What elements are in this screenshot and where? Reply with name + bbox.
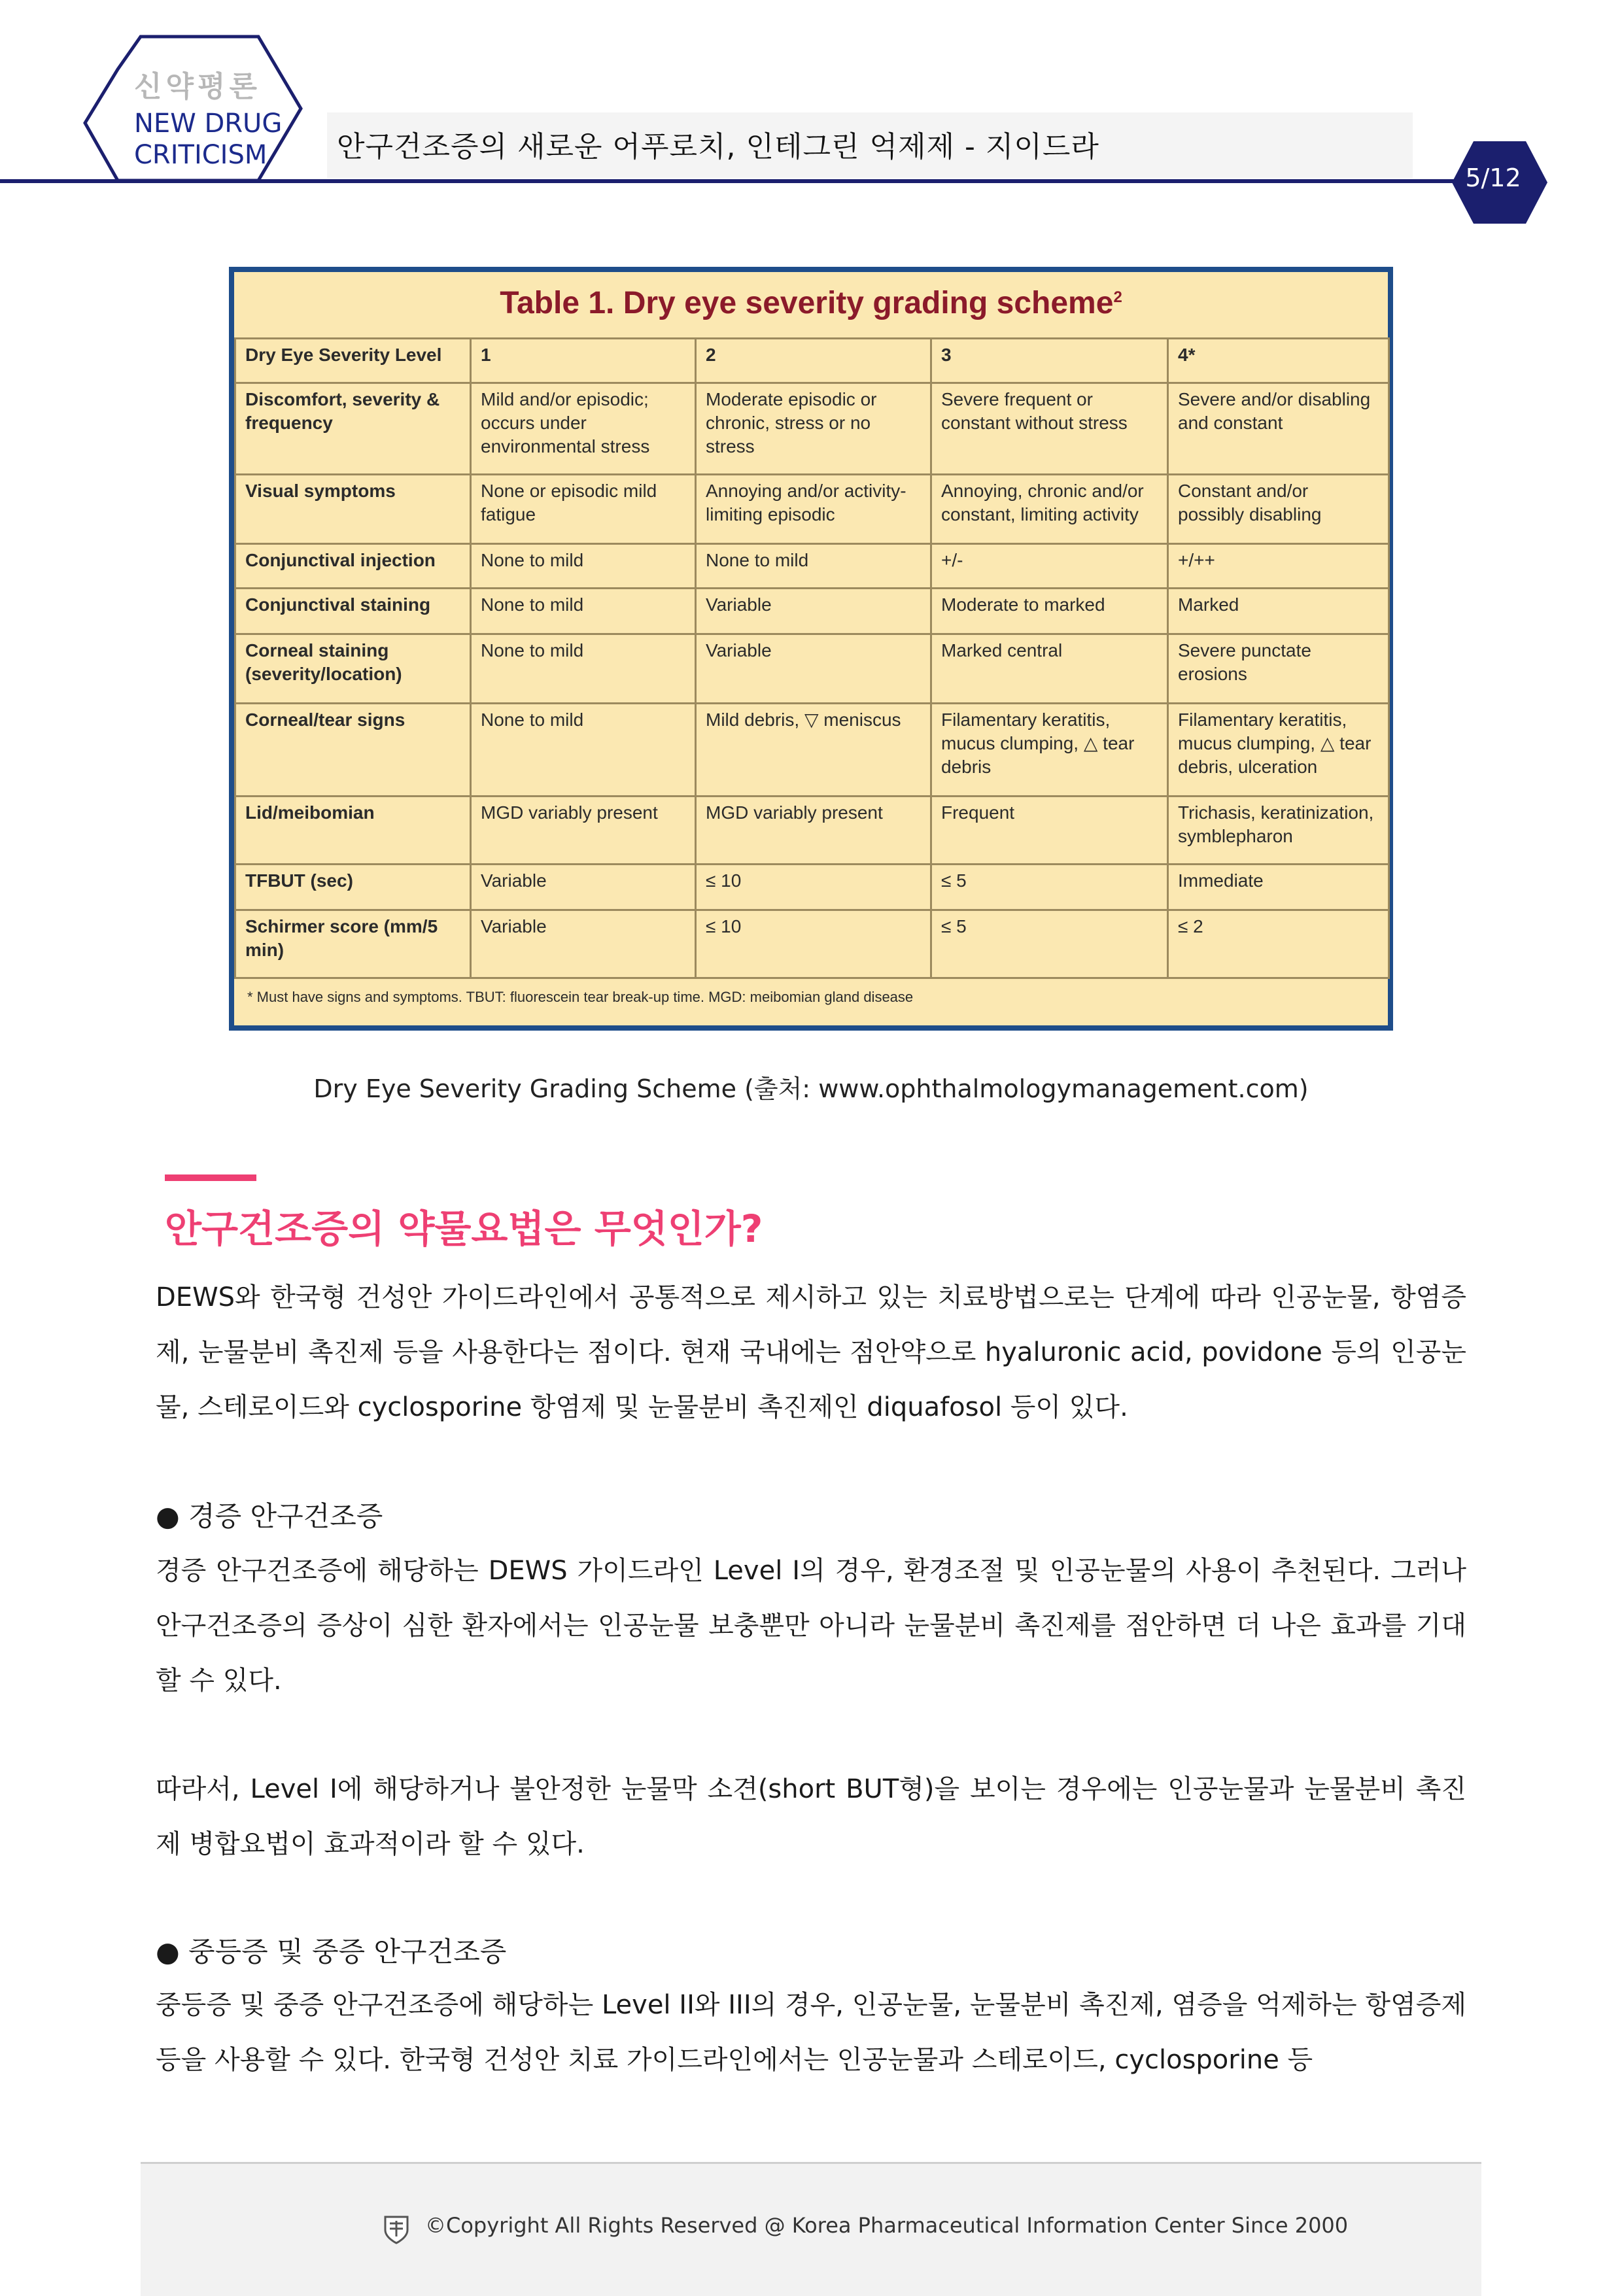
table-row xyxy=(235,704,1389,797)
table-row xyxy=(235,634,1389,704)
table-header-cell: Dry Eye Severity Level xyxy=(235,339,471,383)
table-cell: Severe frequent or constant without stress xyxy=(931,383,1168,475)
table-cell: Moderate to marked xyxy=(931,589,1168,634)
table-cell: Moderate episodic or chronic, stress or no stress xyxy=(696,383,931,475)
row-label: TFBUT (sec) xyxy=(235,865,471,910)
section-heading: 안구건조증의 약물요법은 무엇인가? xyxy=(165,1207,763,1251)
table-cell: Frequent xyxy=(931,797,1168,865)
table-header-cell: 2 xyxy=(696,339,931,383)
table-footnote: * Must have signs and symptoms. TBUT: fluorescein tear break-up time. MGD: meibomian gland disease xyxy=(247,989,914,1005)
page-title: 안구건조증의 새로운 어푸로치, 인테그린 억제제 - 지이드라 xyxy=(337,130,1099,163)
row-label: Discomfort, severity & frequency xyxy=(235,383,471,475)
table-title: Table 1. Dry eye severity grading scheme$^2$ xyxy=(500,286,1122,320)
table-cell: ≤ 2 xyxy=(1168,910,1389,978)
logo-korean: 신약평론 xyxy=(134,70,262,103)
table-cell: Immediate xyxy=(1168,865,1389,910)
table-cell: Severe punctate erosions xyxy=(1168,634,1389,704)
row-label: Lid/meibomian xyxy=(235,797,471,865)
paragraph-moderate: 중등증 및 중증 안구건조증에 해당하는 Level II와 III의 경우, 인공눈물, 눈물분비 촉진제, 염증을 억제하는 항염증제 등을 사용할 수 있다. 한국형 건성안 치료 가이드라인에서는 인공눈물과 스테로이드, cyclosporine 등 xyxy=(156,1990,1466,2075)
table-cell: Annoying and/or activity-limiting episodic xyxy=(696,475,931,544)
page-number: 5/12 xyxy=(1465,163,1521,192)
row-label: Conjunctival injection xyxy=(235,544,471,589)
table-cell: ≤ 5 xyxy=(931,865,1168,910)
logo-english: NEW DRUG CRITICISM xyxy=(134,109,283,170)
paragraph-intro: DEWS와 한국형 건성안 가이드라인에서 공통적으로 제시하고 있는 치료방법으로는 단계에 따라 인공눈물, 항염증제, 눈물분비 촉진제 등을 사용한다는 점이다. 현재 국내에는 점안약으로 hyaluronic acid, povidone 등의 인공눈물, 스테로이드와 cyclosporine 항염제 및 눈물분비 촉진제인 diquafosol 등이 있다. xyxy=(156,1282,1466,1422)
table-cell: Mild debris, ▽ meniscus xyxy=(696,704,931,797)
table-cell: Trichasis, keratinization, symblepharon xyxy=(1168,797,1389,865)
table-cell: Constant and/or possibly disabling xyxy=(1168,475,1389,544)
paragraph-combination: 따라서, Level I에 해당하거나 불안정한 눈물막 소견(short BUT형)을 보이는 경우에는 인공눈물과 눈물분비 촉진제 병합요법이 효과적이라 할 수 있다. xyxy=(156,1774,1466,1859)
table-row xyxy=(235,589,1389,634)
table-cell: None to mild xyxy=(471,589,696,634)
table-cell: None to mild xyxy=(471,544,696,589)
table-row xyxy=(235,865,1389,910)
table-row xyxy=(235,797,1389,865)
table-cell: Variable xyxy=(696,589,931,634)
shield-crest-icon xyxy=(383,2214,410,2244)
table-cell: MGD variably present xyxy=(696,797,931,865)
table-row xyxy=(235,910,1389,978)
table-cell: Marked xyxy=(1168,589,1389,634)
table-cell: ≤ 5 xyxy=(931,910,1168,978)
figure-caption: Dry Eye Severity Grading Scheme (출처: www.ophthalmologymanagement.com) xyxy=(313,1074,1309,1103)
copyright-text: ©Copyright All Rights Reserved @ Korea Pharmaceutical Information Center Since 2000 xyxy=(425,2213,1349,2238)
severity-table xyxy=(234,337,1390,979)
bullet-heading-moderate: ● 중등증 및 중증 안구건조증 xyxy=(156,1936,507,1968)
table-header-cell: 1 xyxy=(471,339,696,383)
table-header-cell: 3 xyxy=(931,339,1168,383)
row-label: Corneal staining (severity/location) xyxy=(235,634,471,704)
table-cell: Variable xyxy=(471,910,696,978)
table-cell: Mild and/or episodic; occurs under environmental stress xyxy=(471,383,696,475)
row-label: Visual symptoms xyxy=(235,475,471,544)
table-cell: Severe and/or disabling and constant xyxy=(1168,383,1389,475)
paragraph-mild: 경증 안구건조증에 해당하는 DEWS 가이드라인 Level I의 경우, 환경조절 및 인공눈물의 사용이 추천된다. 그러나 안구건조증의 증상이 심한 환자에서는 인공눈물 보충뿐만 아니라 눈물분비 촉진제를 점안하면 더 나은 효과를 기대할 수 있다. xyxy=(156,1556,1466,1696)
table-cell: +/++ xyxy=(1168,544,1389,589)
table-cell: Marked central xyxy=(931,634,1168,704)
table-cell: Annoying, chronic and/or constant, limiting activity xyxy=(931,475,1168,544)
table-cell: MGD variably present xyxy=(471,797,696,865)
table-row xyxy=(235,383,1389,475)
table-cell: Variable xyxy=(696,634,931,704)
row-label: Corneal/tear signs xyxy=(235,704,471,797)
table-cell: None to mild xyxy=(471,634,696,704)
table-cell: Filamentary keratitis, mucus clumping, △ tear debris xyxy=(931,704,1168,797)
row-label: Schirmer score (mm/5 min) xyxy=(235,910,471,978)
section-accent-bar xyxy=(165,1174,256,1181)
table-cell: ≤ 10 xyxy=(696,910,931,978)
table-cell: ≤ 10 xyxy=(696,865,931,910)
table-cell: Variable xyxy=(471,865,696,910)
severity-table-figure xyxy=(229,267,1393,1031)
row-label: Conjunctival staining xyxy=(235,589,471,634)
bullet-heading-mild: ● 경증 안구건조증 xyxy=(156,1500,383,1532)
table-cell: Filamentary keratitis, mucus clumping, △ tear debris, ulceration xyxy=(1168,704,1389,797)
table-header-row xyxy=(235,339,1389,383)
table-row xyxy=(235,475,1389,544)
table-header-cell: 4* xyxy=(1168,339,1389,383)
table-row xyxy=(235,544,1389,589)
table-cell: None to mild xyxy=(696,544,931,589)
table-cell: None or episodic mild fatigue xyxy=(471,475,696,544)
table-cell: None to mild xyxy=(471,704,696,797)
table-cell: +/- xyxy=(931,544,1168,589)
